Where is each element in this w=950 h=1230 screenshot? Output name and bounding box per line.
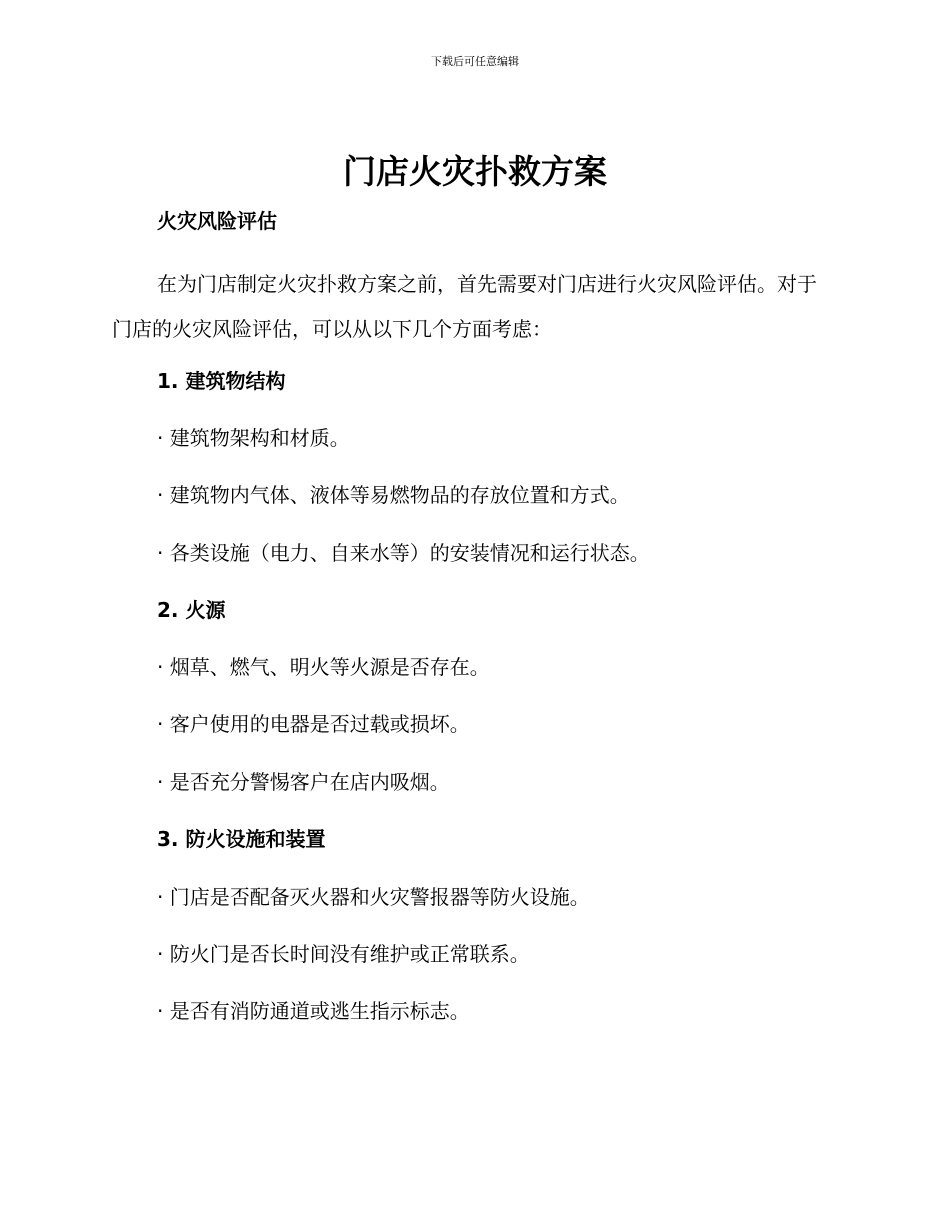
subsection-heading-building: 1. 建筑物结构 bbox=[157, 369, 286, 393]
bullet-item: · 建筑物内气体、液体等易燃物品的存放位置和方式。 bbox=[157, 483, 630, 507]
bullet-item: · 建筑物架构和材质。 bbox=[157, 426, 350, 450]
page-header-note: 下载后可任意编辑 bbox=[431, 55, 519, 68]
bullet-item: · 防火门是否长时间没有维护或正常联系。 bbox=[157, 942, 530, 966]
bullet-item: · 门店是否配备灭火器和火灾警报器等防火设施。 bbox=[157, 885, 590, 909]
section-heading: 火灾风险评估 bbox=[157, 209, 277, 233]
bullet-item: · 烟草、燃气、明火等火源是否存在。 bbox=[157, 655, 490, 679]
intro-paragraph: 在为门店制定火灾扑救方案之前，首先需要对门店进行火灾风险评估。对于门店的火灾风险评估，可以从以下几个方面考虑： bbox=[112, 272, 817, 341]
document-title: 门店火灾扑救方案 bbox=[343, 152, 607, 191]
subsection-heading-fire-source: 2. 火源 bbox=[157, 598, 226, 622]
subsection-heading-fire-equipment: 3. 防火设施和装置 bbox=[157, 827, 326, 851]
bullet-item: · 是否有消防通道或逃生指示标志。 bbox=[157, 999, 470, 1023]
bullet-item: · 客户使用的电器是否过载或损坏。 bbox=[157, 712, 470, 736]
bullet-item: · 是否充分警惕客户在店内吸烟。 bbox=[157, 770, 450, 794]
bullet-item: · 各类设施（电力、自来水等）的安装情况和运行状态。 bbox=[157, 541, 650, 565]
